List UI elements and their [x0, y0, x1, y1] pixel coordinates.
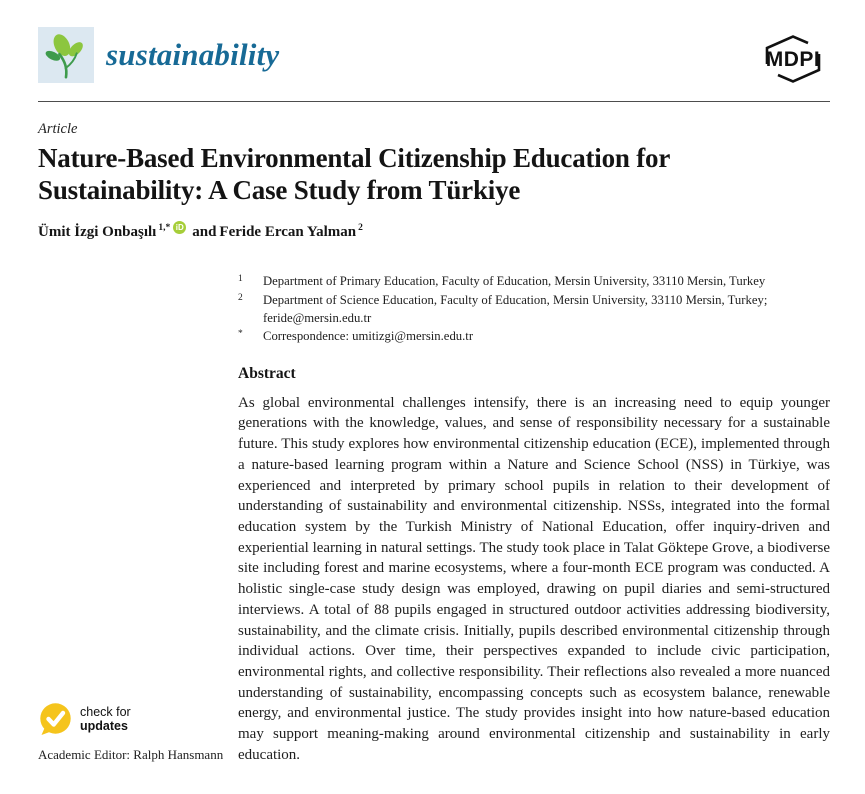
author-name-1: Ümit İzgi Onbaşılı [38, 224, 157, 241]
seedling-icon [43, 31, 89, 79]
journal-brand [38, 27, 279, 83]
header-divider [38, 101, 830, 102]
journal-wordmark: sustainability [106, 37, 280, 72]
correspondence-text: Correspondence: umitizgi@mersin.edu.tr [263, 329, 474, 344]
article-title-line-1: Nature-Based Environmental Citizenship Education for [38, 143, 671, 173]
article-front-matter [0, 121, 865, 765]
academic-editor-line: Academic Editor: Ralph Hansmann [38, 747, 224, 763]
author-2-affiliation-marks: 2 [358, 223, 363, 234]
orcid-icon[interactable]: iD [173, 221, 186, 234]
affiliation-row [238, 291, 830, 328]
check-badge-line-2: updates [80, 719, 128, 734]
check-badge-line-1: check for [80, 705, 131, 720]
correspondence-marker: * [238, 329, 243, 340]
abstract-heading: Abstract [238, 364, 296, 382]
left-margin-column [38, 272, 238, 765]
affiliation-marker: 1 [238, 274, 243, 285]
page-header [0, 0, 865, 84]
article-title [38, 143, 830, 206]
mdpi-logo [755, 34, 831, 84]
author-joiner: and [192, 224, 217, 241]
sustainability-journal-logo [38, 27, 94, 83]
affiliation-row [238, 272, 830, 290]
author-1-affiliation-marks: 1,* [158, 223, 171, 234]
affiliation-text: Department of Science Education, Faculty of Education, Mersin University, 33110 Mersin, Turkey; feride@mersin.edu.tr [263, 292, 768, 325]
affiliation-text: Department of Primary Education, Faculty of Education, Mersin University, 33110 Mersin, Turkey [263, 274, 766, 289]
check-badge-label [80, 705, 131, 734]
affiliations-block [238, 272, 830, 346]
abstract-paragraph: As global environmental challenges intensify, there is an increasing need to equip younger generations with the knowledge, values, and sense of responsibility necessary for a sustainable future. This study explores how environmental citizenship education (ECE), implemented through a nature-based learning program within a Nature and Science School (NSS) in Türkiye, was experienced and interpreted by primary school pupils in relation to their development of understanding of sustainability and environmental citizenship. NSSs, integrated into the formal education system by the Turkish Ministry of National Education, offer inquiry-driven and experiential learning in natural settings. The study took place in Talat Göktepe Grove, a biodiverse site including forest and marine ecosystems, where a four-month ECE program was conducted. A holistic single-case study design was employed, drawing on pupil diaries and semi-structured interviews. A total of 88 pupils engaged in structured outdoor activities addressing biodiversity, sustainability, and the climate crisis. Initially, pupils described environmental citizenship through individual actions. Over time, their perspectives expanded to include civic participation, environmental rights, and collective responsibility. Their reflections also revealed a more nuanced understanding of sustainability, encompassing concepts such as ecosystem balance, renewable energy, and environmental justice. The study provides insight into how nature-based education may support meaning-making around environmental citizenship and sustainability in early education. [238, 394, 830, 763]
check-for-updates-icon [38, 702, 72, 736]
article-type-label: Article [38, 121, 78, 137]
affiliation-marker: 2 [238, 292, 243, 303]
right-content-column [238, 272, 830, 765]
correspondence-row [238, 327, 830, 345]
two-column-area [38, 272, 830, 765]
article-title-line-2: Sustainability: A Case Study from Türkiye [38, 174, 521, 205]
author-line [38, 221, 830, 241]
check-for-updates-badge[interactable] [38, 702, 168, 736]
author-name-2: Feride Ercan Yalman [219, 224, 357, 241]
mdpi-logo-text: MDPI [765, 48, 821, 71]
